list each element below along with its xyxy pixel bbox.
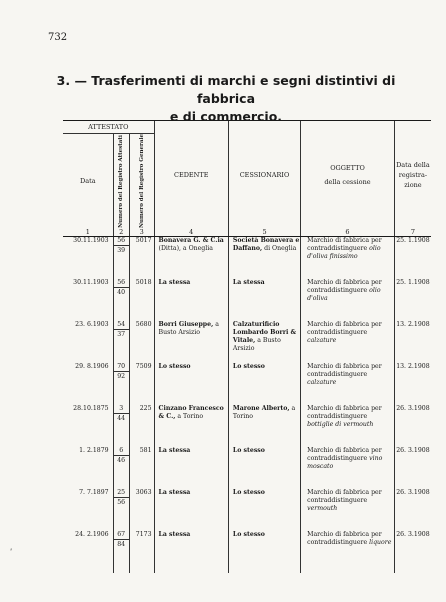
reg-num: 3 [114,405,129,414]
cedente-name: La stessa [158,447,191,455]
reg-num: 67 [114,531,129,540]
header-della-cessione: della cessione [324,177,371,186]
cell-registration-date: 26. 3.1908 [394,405,431,447]
reg-den: 40 [117,289,126,297]
cedente-name: La stessa [158,531,191,539]
table-body [63,237,431,574]
page-number: 732 [48,32,68,43]
cell-cessionario [228,279,300,321]
cell-oggetto [301,405,395,447]
cell-oggetto [301,531,395,573]
cedente-name: Lo stesso [158,363,191,371]
header-num-reg-attestati: Numero del Registro Attestati [118,134,125,228]
cell-reg-generale: 3063 [129,489,154,531]
cell-reg-attestati [113,237,129,280]
header-num-reg-attestati-cell [113,134,129,229]
cell-registration-date: 13. 2.1908 [394,321,431,363]
header-data-registrazione: Data della registra- zione [394,121,431,229]
header-attestato: ATTESTATO [63,121,154,134]
oggetto-product: olio d'oliva finissimo [307,245,381,261]
reg-den: 84 [117,541,126,549]
cell-date: 1. 2.1879 [79,447,109,455]
cell-date: 7. 7.1897 [79,489,109,497]
colnum-7: 7 [394,228,431,237]
cell-cedente [154,237,228,280]
cessionario-place: di Oneglia [264,245,297,253]
cedente-name: La stessa [158,489,191,497]
reg-den: 46 [117,457,126,465]
cell-cessionario [228,321,300,363]
cell-cessionario [228,531,300,573]
cessionario-name: Lo stesso [232,363,265,371]
header-oggetto [301,121,395,229]
cell-cedente [154,363,228,405]
colnum-4: 4 [154,228,228,237]
cell-cessionario [228,405,300,447]
cedente-place: a Torino [177,413,204,421]
cell-cedente [154,489,228,531]
cell-cessionario [228,237,300,280]
table-row [63,363,431,405]
cell-reg-attestati [113,531,129,573]
colnum-5: 5 [228,228,300,237]
table-row [63,321,431,363]
oggetto-text: Marchio di fabbrica per contraddistinguere [307,531,382,547]
cedente-name: La stessa [158,279,191,287]
cell-cessionario [228,489,300,531]
cessionario-name: Lo stesso [232,447,265,455]
column-numbers-row [63,228,431,237]
oggetto-product: olio d'oliva [307,287,381,303]
reg-den: 39 [117,247,126,255]
reg-num: 56 [114,279,129,288]
cedente-place: a Busto Arsizio [158,321,219,337]
cell-oggetto [301,447,395,489]
table-row [63,279,431,321]
cell-oggetto [301,279,395,321]
cell-cessionario [228,363,300,405]
header-num-reg-generale-cell [129,134,154,229]
header-num-reg-generale: Numero del Registro Generale [138,134,145,229]
colnum-2: 2 [113,228,129,237]
colnum-1: 1 [63,228,113,237]
cell-registration-date: 13. 2.1908 [394,363,431,405]
oggetto-text: Marchio di fabbrica per contraddistinguere [307,321,382,337]
oggetto-text: Marchio di fabbrica per contraddistinguere [307,489,382,505]
reg-den: 92 [117,373,126,381]
oggetto-text: Marchio di fabbrica per contraddistinguere [307,405,382,421]
header-oggetto-label: OGGETTO [330,163,365,172]
margin-mark: ʹ [10,548,13,557]
cell-date: 23. 6.1903 [75,321,109,329]
cell-reg-generale: 7509 [129,363,154,405]
cell-reg-generale: 7173 [129,531,154,573]
cell-registration-date: 25. 1.1908 [394,279,431,321]
cell-reg-generale: 5017 [129,237,154,280]
cell-cedente [154,447,228,489]
header-cedente: CEDENTE [154,121,228,229]
header-cessionario: CESSIONARIO [228,121,300,229]
table-header [63,121,431,237]
table-row [63,237,431,280]
cell-reg-attestati [113,363,129,405]
cell-reg-generale: 5680 [129,321,154,363]
cell-cedente [154,531,228,573]
reg-den: 44 [117,415,126,423]
title-line-1: 3. — Trasferimenti di marchi e segni distintivi di fabbrica [56,73,396,106]
cell-registration-date: 26. 3.1908 [394,447,431,489]
cell-date: 30.11.1903 [73,237,109,245]
title-line-2: e di commercio. [169,109,283,124]
oggetto-product: calzature [307,337,337,345]
cell-registration-date: 26. 3.1908 [394,489,431,531]
cedente-name: Borri Giuseppe, [158,321,214,329]
table-row [63,447,431,489]
cell-registration-date: 26. 3.1908 [394,531,431,573]
cessionario-name: Società Bonavera e Daffano, [232,237,300,253]
cessionario-name: Lo stesso [232,531,265,539]
oggetto-text: Marchio di fabbrica per contraddistinguere [307,447,382,463]
cell-oggetto [301,489,395,531]
cell-cessionario [228,447,300,489]
cell-oggetto [301,321,395,363]
cell-oggetto [301,363,395,405]
oggetto-product: bottiglie di vermouth [307,421,374,429]
cell-date: 24. 2.1906 [75,531,109,539]
cedente-name: Bonavera G. & C.ia [158,237,224,245]
reg-num: 56 [114,237,129,246]
table-row [63,531,431,573]
cell-date: 30.11.1903 [73,279,109,287]
cessionario-name: La stessa [232,279,265,287]
cell-reg-attestati [113,321,129,363]
cessionario-place: a Torino [232,405,296,421]
reg-den: 37 [117,331,126,339]
table-row [63,489,431,531]
header-data: Data [80,177,96,186]
cell-cedente [154,279,228,321]
cell-reg-generale: 581 [129,447,154,489]
reg-den: 56 [117,499,126,507]
oggetto-product: liquore [369,539,392,547]
cessionario-name: Marone Alberto, [232,405,290,413]
oggetto-product: calzature [307,379,337,387]
cell-cedente [154,321,228,363]
cedente-name: Cinzano Francesco & C., [158,405,224,421]
cell-reg-attestati [113,489,129,531]
colnum-3: 3 [129,228,154,237]
transfer-register-table [63,120,431,573]
cell-oggetto [301,237,395,280]
section-title [40,72,412,126]
cell-reg-generale: 225 [129,405,154,447]
table-row [63,405,431,447]
cell-date: 29. 8.1906 [75,363,109,371]
cell-reg-attestati [113,279,129,321]
colnum-6: 6 [301,228,395,237]
cell-reg-attestati [113,447,129,489]
oggetto-text: Marchio di fabbrica per contraddistinguere [307,363,382,379]
cell-reg-generale: 5018 [129,279,154,321]
reg-num: 54 [114,321,129,330]
oggetto-text: Marchio di fabbrica per contraddistinguere [307,237,382,253]
reg-num: 6 [114,447,129,456]
oggetto-text: Marchio di fabbrica per contraddistinguere [307,279,382,295]
reg-num: 70 [114,363,129,372]
cell-cedente [154,405,228,447]
cell-date: 28.10.1875 [73,405,109,413]
cessionario-name: Calzaturificio Lombardo Borri & Vitale, [232,321,297,345]
cessionario-place: a Busto Arsizio [232,337,281,353]
oggetto-product: vino moscato [307,455,383,471]
cedente-place: (Ditta), a Oneglia [158,245,213,253]
reg-num: 25 [114,489,129,498]
oggetto-product: vermouth [307,505,338,513]
cell-registration-date: 25. 1.1908 [394,237,431,280]
cessionario-name: Lo stesso [232,489,265,497]
cell-reg-attestati [113,405,129,447]
